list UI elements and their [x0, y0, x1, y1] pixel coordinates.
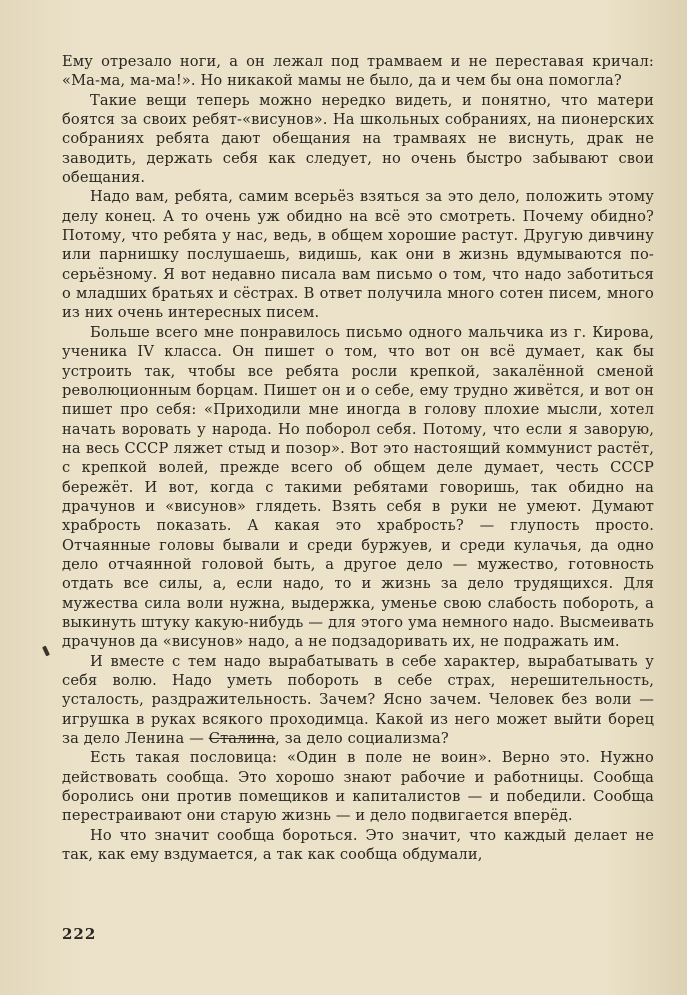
struck-out-word: Сталина: [208, 730, 276, 748]
paragraph-5: [62, 652, 654, 749]
paragraph-4: Больше всего мне понравилось письмо одного мальчика из г. Кирова, ученика IV класса. Он пишет о том, что вот он всё думает, как бы устроить так, чтобы все ребята росли крепкой, закалённой сменой революционным борцам. Пишет он и о себе, ему трудно живётся, и вот он пишет про себя: «Приходили мне иногда в голову плохие мысли, хотел начать воровать у народа. Но поборол себя. Потому, что если я заворую, на весь СССР ляжет стыд и позор». Вот это настоящий коммунист растёт, с крепкой волей, прежде всего об общем деле думает, честь СССР бережёт. И вот, когда с такими ребятами говоришь, так обидно на драчунов и «висунов» глядеть. Взять себя в руки не умеют. Думают храбрость показать. А какая это храбрость? — глупость просто. Отчаянные головы бывали и среди буржуев, и среди кулачья, да одно дело отчаянной головой быть, а другое дело — мужество, готовность отдать все силы, а, если надо, то и жизнь за дело трудящихся. Для мужества сила воли нужна, выдержка, уменье свою слабость побороть, а выкинуть штуку какую-нибудь — для этого ума немного надо. Высмеивать драчунов да «висунов» надо, а не подзадоривать их, не подражать им.: [62, 323, 654, 651]
body-text: [62, 52, 654, 864]
paragraph-5-text: И вместе с тем надо вырабатывать в себе характер, вырабатывать у себя волю. Надо уметь побороть в себе страх, нерешительность, усталость, раздражительность. Зачем? Ясно зачем. Человек без воли — игрушка в руках всякого проходимца. Какой из него может выйти борец за дело Ленина —: [62, 652, 654, 748]
margin-pencil-mark: [42, 646, 50, 657]
paragraph-1: Ему отрезало ноги, а он лежал под трамваем и не переставая кричал: «Ма-ма, ма-ма!». Но никакой мамы не было, да и чем бы она помогла?: [62, 53, 654, 90]
paragraph-5-tail: , за дело социализма?: [275, 730, 449, 748]
page-number: 222: [62, 925, 97, 943]
paragraph-3: Надо вам, ребята, самим всерьёз взяться за это дело, положить этому делу конец. А то очень уж обидно на всё это смотреть. Почему обидно? Потому, что ребята у нас, ведь, в общем хорошие растут. Другую дивчину или парнишку послушаешь, видишь, как они в жизнь вдумываются по-серьёзному. Я вот недавно писала вам письмо о том, что надо заботиться о младших братьях и сёстрах. В ответ получила много сотен писем, много из них очень интересных писем.: [62, 188, 654, 322]
paragraph-7: Но что значит сообща бороться. Это значит, что каждый делает не так, как ему вздумается, а так как сообща обдумали,: [62, 826, 654, 864]
paragraph-2: Такие вещи теперь можно нередко видеть, и понятно, что матери боятся за своих ребят-«висунов». На школьных собраниях, на пионерских собраниях ребята дают обещания на трамваях не виснуть, драк не заводить, держать себя как следует, но очень быстро забывают свои обещания.: [62, 91, 654, 187]
paragraph-6: Есть такая пословица: «Один в поле не воин». Верно это. Нужно действовать сообща. Это хорошо знают рабочие и работницы. Сообща боролись они против помещиков и капиталистов — и победили. Сообща перестраивают они старую жизнь — и дело подвигается вперёд.: [62, 749, 654, 825]
